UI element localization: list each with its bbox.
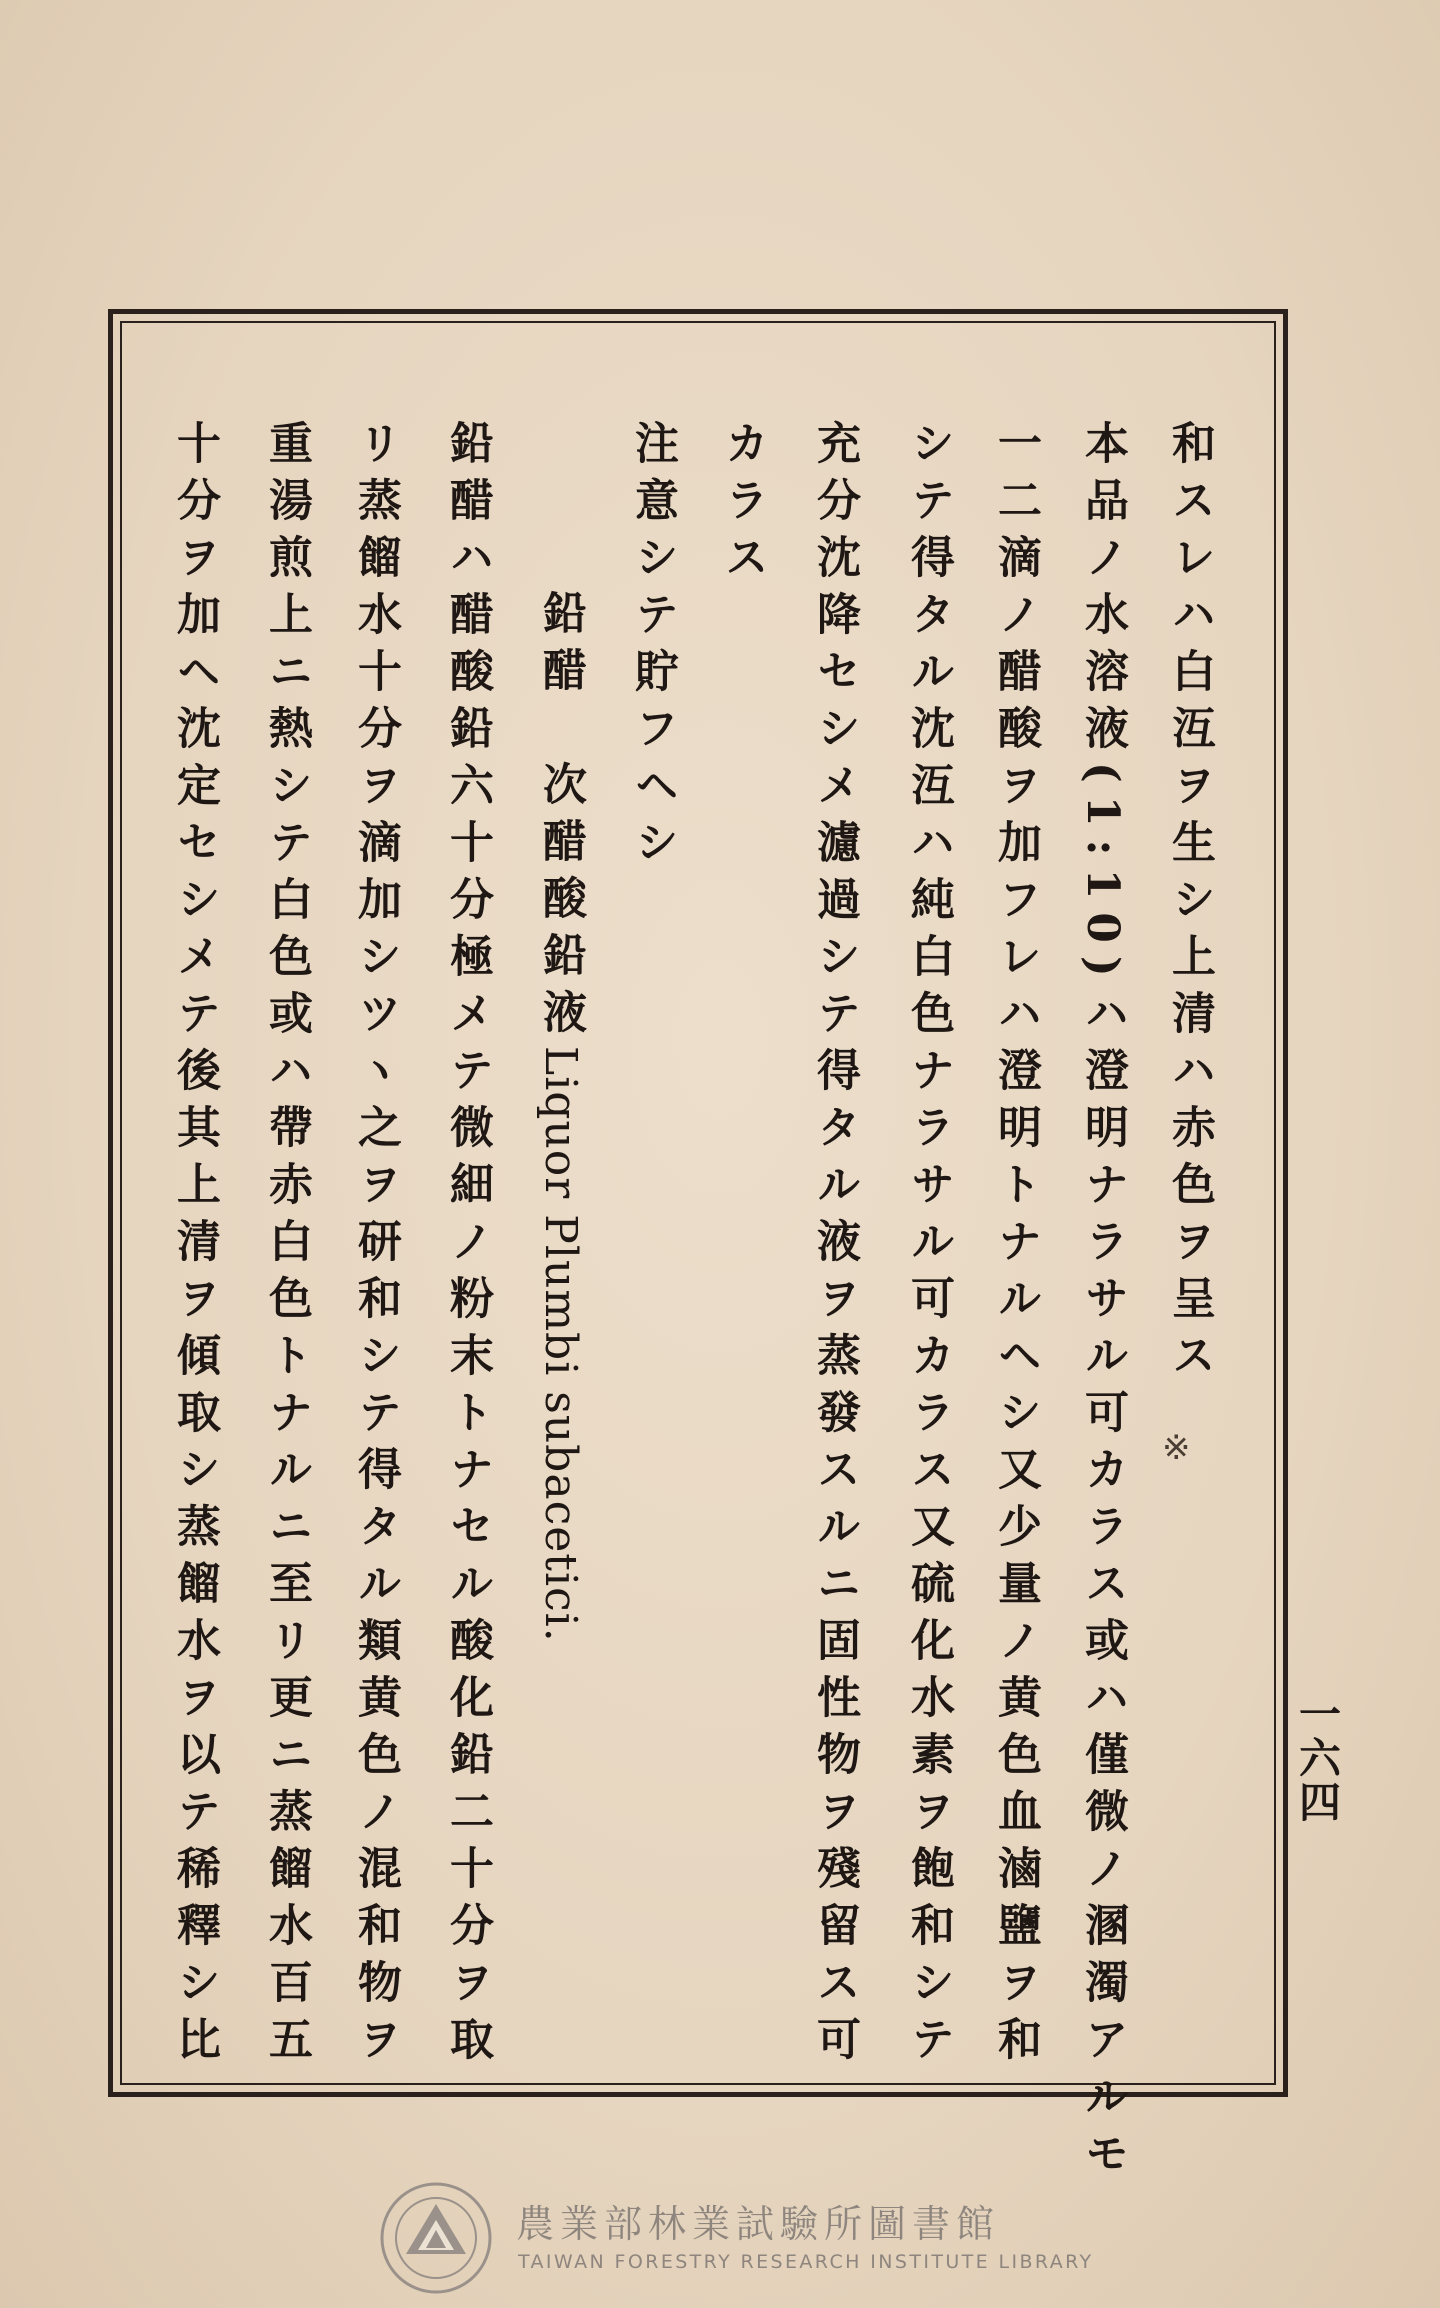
section-heading-cn: 鉛醋 次醋酸鉛液 [535, 590, 586, 1046]
library-name-chinese: 農業部林業試驗所圖書館 [516, 2202, 1001, 2246]
text-column-5: 充分沈降セシメ濾過シテ得タル液ヲ蒸發スルニ固性物ヲ殘留ス可 [809, 420, 860, 2073]
text-column-1: 和スレハ白沍ヲ生シ上清ハ赤色ヲ呈ス [1164, 420, 1215, 1389]
text-column-4: シテ得タル沈沍ハ純白色ナラサル可カラス又硫化水素ヲ飽和シテ [903, 420, 954, 2073]
text-column-6: カラス [717, 420, 768, 591]
text-column-7: 注意シテ貯フヘシ [627, 420, 678, 876]
pin-mark-icon: ※ [1162, 1428, 1191, 1468]
text-column-10: リ蒸餾水十分ヲ滴加シツヽ之ヲ研和シテ得タル類黄色ノ混和物ヲ [350, 420, 401, 2073]
library-seal-icon [378, 2180, 494, 2296]
text-column-9: 鉛醋ハ醋酸鉛六十分極メテ微細ノ粉末トナセル酸化鉛二十分ヲ取 [442, 420, 493, 2073]
library-name-english: TAIWAN FORESTRY RESEARCH INSTITUTE LIBRARY [518, 2251, 1094, 2273]
section-heading [535, 590, 586, 2240]
page-number: 一六四 [1293, 1692, 1342, 1824]
text-column-3: 一二滴ノ醋酸ヲ加フレハ澄明トナルヘシ又少量ノ黄色血滷鹽ヲ和 [990, 420, 1041, 2073]
text-column-2: 本品ノ水溶液(1:10)ハ澄明ナラサル可カラス或ハ僅微ノ溷濁アルモ [1077, 420, 1128, 2187]
latin-title: Liquor Plumbi subacetici. [535, 1046, 586, 1643]
text-column-11: 重湯煎上ニ熱シテ白色或ハ帶赤白色トナルニ至リ更ニ蒸餾水百五 [261, 420, 312, 2073]
text-column-12: 十分ヲ加ヘ沈定セシメテ後其上清ヲ傾取シ蒸餾水ヲ以テ稀釋シ比 [169, 420, 220, 2073]
